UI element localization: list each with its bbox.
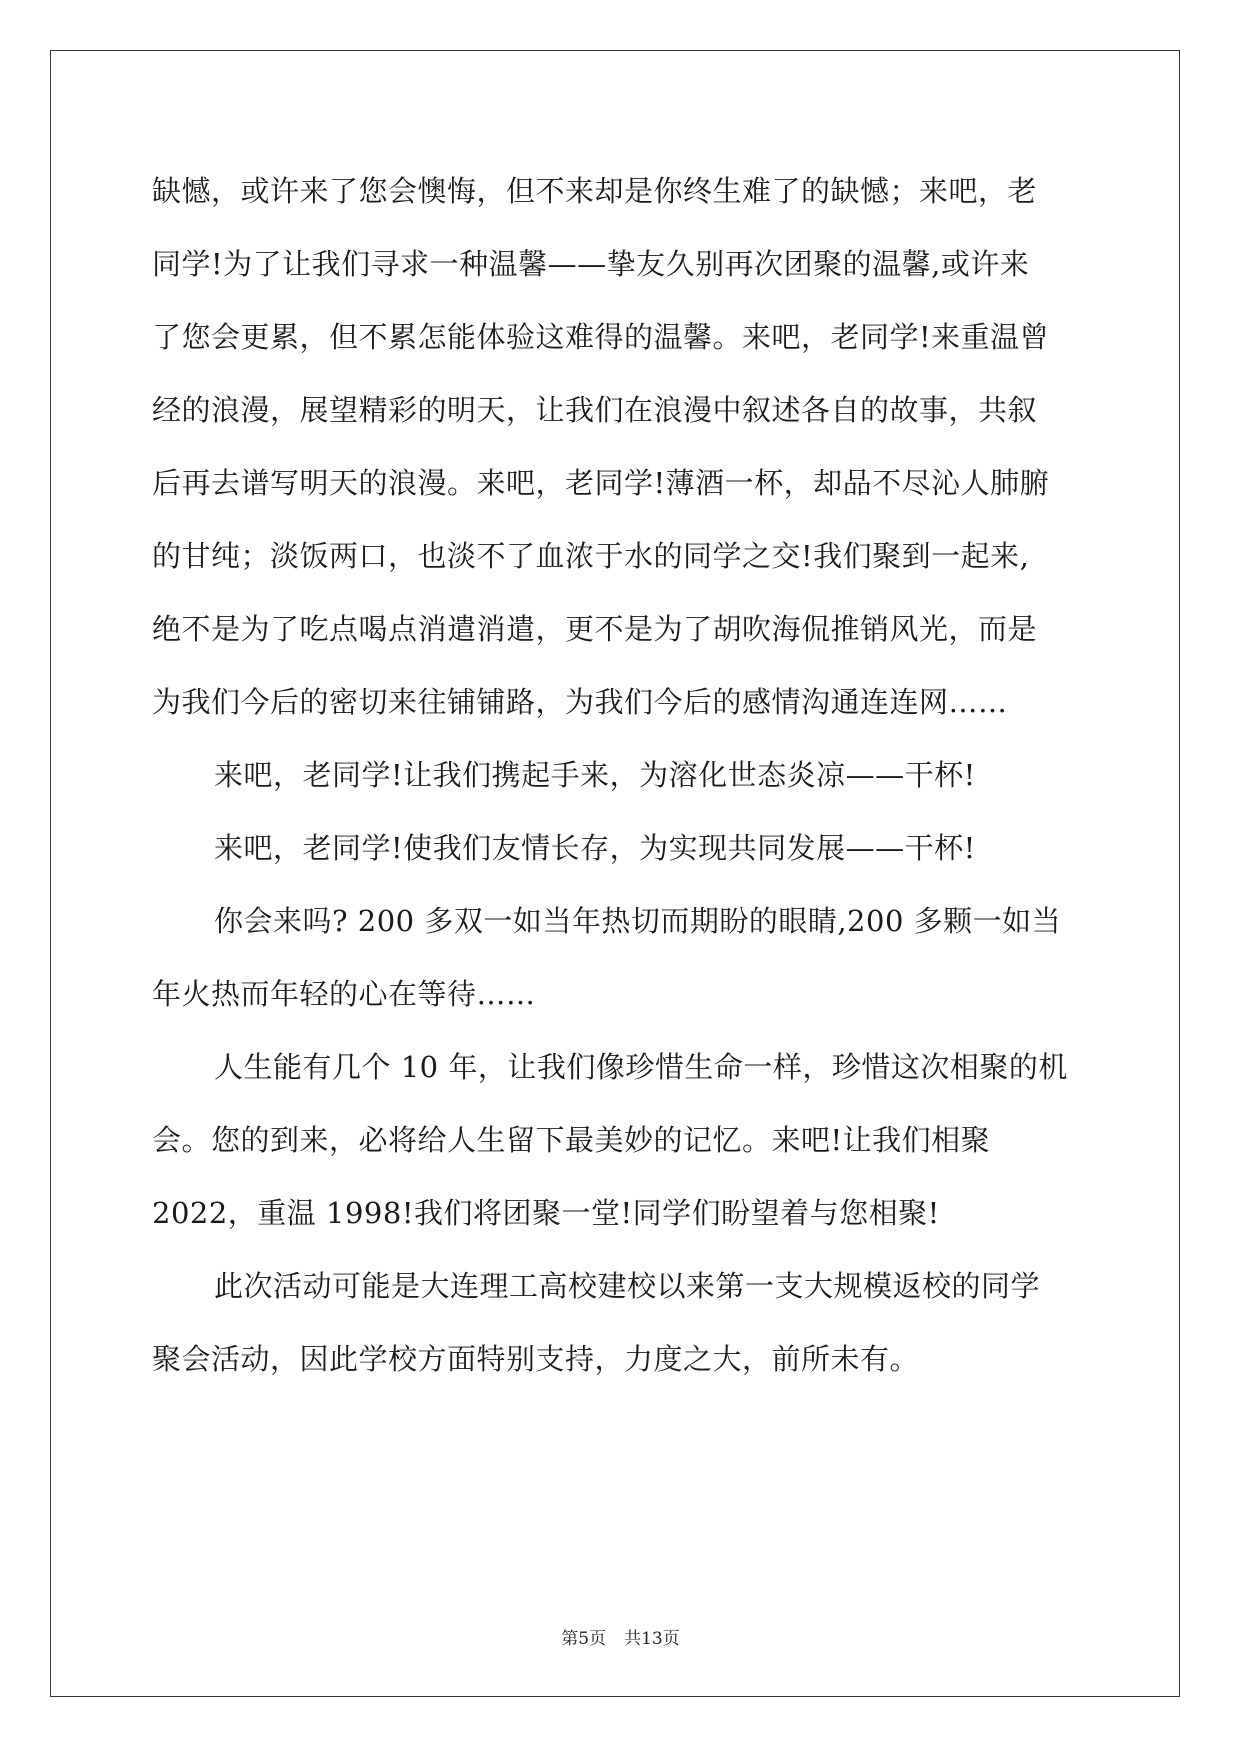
text-line-17: 聚会活动，因此学校方面特别支持，力度之大，前所未有。 bbox=[152, 1342, 920, 1376]
page-footer bbox=[0, 1624, 1241, 1649]
text-line-7: 绝不是为了吃点喝点消遣消遣，更不是为了胡吹海侃推销风光，而是 bbox=[152, 612, 1038, 646]
text-line-13: 人生能有几个 10 年，让我们像珍惜生命一样，珍惜这次相聚的机 bbox=[214, 1050, 1068, 1084]
text-line-5: 后再去谱写明天的浪漫。来吧，老同学!薄酒一杯，却品不尽沁人肺腑 bbox=[152, 466, 1050, 500]
text-line-6: 的甘纯；淡饭两口，也淡不了血浓于水的同学之交!我们聚到一起来, bbox=[152, 539, 1030, 573]
page-number: 第5页 bbox=[561, 1629, 607, 1649]
text-line-2: 同学!为了让我们寻求一种温馨——挚友久别再次团聚的温馨,或许来 bbox=[152, 247, 1030, 281]
text-line-9: 来吧，老同学!让我们携起手来，为溶化世态炎凉——干杯! bbox=[214, 758, 976, 792]
text-line-12: 年火热而年轻的心在等待…… bbox=[152, 977, 536, 1011]
text-line-14: 会。您的到来，必将给人生留下最美妙的记忆。来吧!让我们相聚 bbox=[152, 1123, 991, 1157]
text-line-10: 来吧，老同学!使我们友情长存，为实现共同发展——干杯! bbox=[214, 831, 976, 865]
text-line-11: 你会来吗? 200 多双一如当年热切而期盼的眼睛,200 多颗一如当 bbox=[214, 904, 1062, 938]
text-line-16: 此次活动可能是大连理工高校建校以来第一支大规模返校的同学 bbox=[214, 1269, 1041, 1303]
text-line-4: 经的浪漫，展望精彩的明天，让我们在浪漫中叙述各自的故事，共叙 bbox=[152, 393, 1038, 427]
page-total: 共13页 bbox=[624, 1629, 680, 1649]
document-body bbox=[152, 161, 1082, 1402]
text-line-1: 缺憾，或许来了您会懊悔，但不来却是你终生难了的缺憾；来吧，老 bbox=[152, 174, 1038, 208]
text-line-3: 了您会更累，但不累怎能体验这难得的温馨。来吧，老同学!来重温曾 bbox=[152, 320, 1050, 354]
text-line-15: 2022，重温 1998!我们将团聚一堂!同学们盼望着与您相聚! bbox=[152, 1196, 940, 1230]
text-line-8: 为我们今后的密切来往铺铺路，为我们今后的感情沟通连连网…… bbox=[152, 685, 1008, 719]
